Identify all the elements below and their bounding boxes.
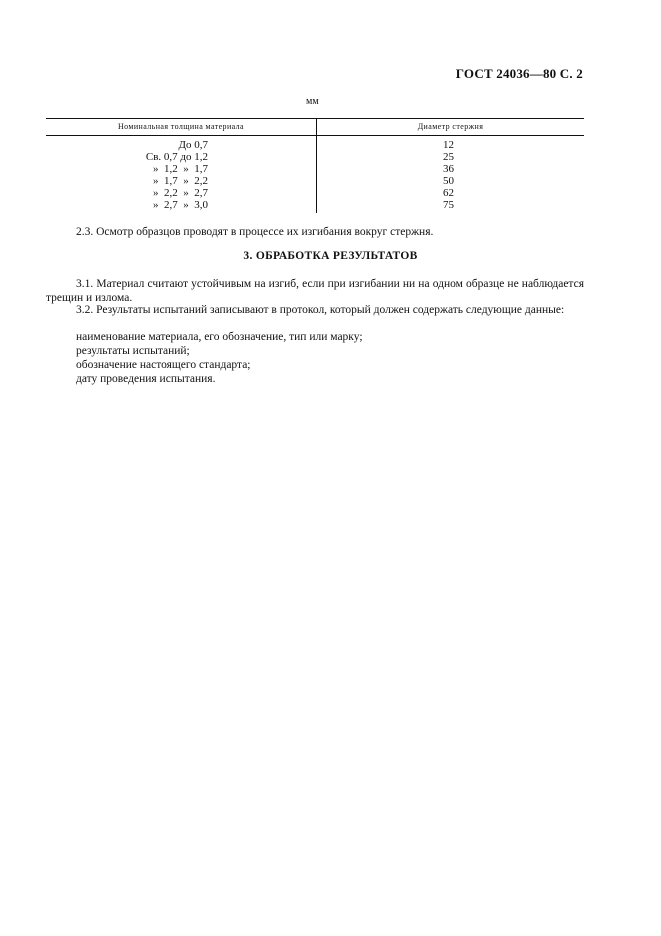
table-row <box>46 151 584 163</box>
list-item: результаты испытаний; <box>76 345 190 357</box>
diameter-cell: 12 <box>443 139 454 151</box>
diameter-cell: 50 <box>443 175 454 187</box>
thickness-cell: До 0,7 <box>178 139 208 151</box>
page-header: ГОСТ 24036—80 С. 2 <box>455 66 583 81</box>
list-item: обозначение настоящего стандарта; <box>76 359 251 371</box>
table-row <box>46 163 584 175</box>
thickness-cell: » 1,7 » 2,2 <box>153 175 208 187</box>
table-row <box>46 199 584 211</box>
list-item: наименование материала, его обозначение, тип или марку; <box>76 331 363 343</box>
table-body <box>46 139 584 211</box>
table-unit-label: мм <box>306 96 319 107</box>
paragraph-3-1: 3.1. Материал считают устойчивым на изгиб, если при изгибании ни на одном образце не наблюдается трещин и излома. <box>46 278 584 304</box>
thickness-cell: » 2,7 » 3,0 <box>153 199 208 211</box>
list-item: дату проведения испытания. <box>76 373 216 385</box>
thickness-cell: Св. 0,7 до 1,2 <box>145 151 208 163</box>
thickness-cell: » 2,2 » 2,7 <box>153 187 208 199</box>
table-row <box>46 139 584 151</box>
table-header-rule <box>46 135 584 136</box>
protocol-contents-list <box>76 330 363 386</box>
column-header-thickness: Номинальная толщина материала <box>117 122 245 131</box>
column-header-diameter: Диаметр стержня <box>417 122 484 131</box>
table-row <box>46 175 584 187</box>
paragraph-3-2: 3.2. Результаты испытаний записывают в протокол, который должен содержать следующие данные: <box>76 304 565 316</box>
diameter-cell: 36 <box>443 163 454 175</box>
section-title: 3. ОБРАБОТКА РЕЗУЛЬТАТОВ <box>243 250 418 262</box>
diameter-cell: 62 <box>443 187 454 199</box>
table-top-rule <box>46 118 584 119</box>
diameter-cell: 25 <box>443 151 454 163</box>
paragraph-2-3: 2.3. Осмотр образцов проводят в процессе их изгибания вокруг стержня. <box>76 226 434 238</box>
table-row <box>46 187 584 199</box>
diameter-cell: 75 <box>443 199 454 211</box>
thickness-cell: » 1,2 » 1,7 <box>153 163 208 175</box>
